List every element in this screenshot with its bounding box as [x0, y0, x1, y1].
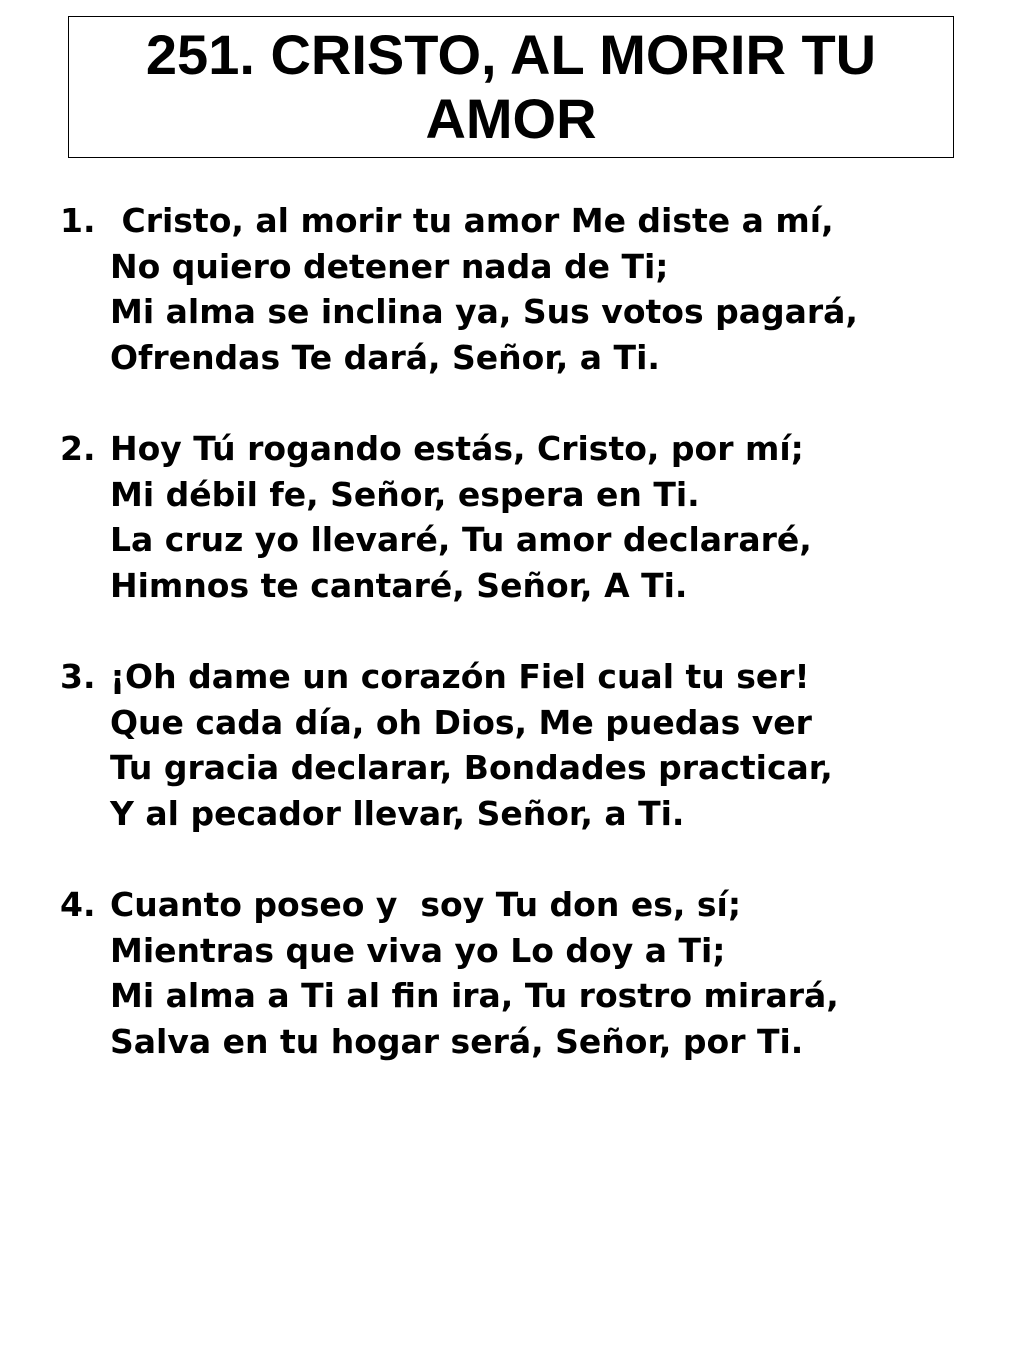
page-title: 251. CRISTO, AL MORIR TU AMOR [145, 23, 877, 150]
verse-line-text: Mi alma a Ti al fin ira, Tu rostro mirará, [110, 976, 839, 1015]
verse-line [60, 244, 980, 290]
verse-line [60, 426, 980, 472]
verse-line [60, 973, 980, 1019]
verse-line-text: Salva en tu hogar será, Señor, por Ti. [110, 1021, 804, 1061]
verse-4 [60, 882, 980, 1064]
verse-line [60, 563, 980, 609]
verse-line-text: No quiero detener nada de Ti; [110, 246, 669, 286]
verse-line [60, 289, 980, 335]
title-box [68, 16, 954, 158]
verse-number-spacer [60, 335, 110, 381]
verse-line-text: Ofrendas Te dará, Señor, a Ti. [110, 337, 660, 377]
verse-number: 3. [60, 657, 96, 696]
verse-number: 2. [60, 429, 96, 468]
verse-line [60, 791, 980, 837]
verse-line-text: Que cada día, oh Dios, Me puedas ver [110, 702, 812, 742]
verse-line-text: Mi alma se inclina ya, Sus votos pagará, [110, 292, 858, 331]
verse-number-spacer [60, 244, 110, 290]
verse-line [60, 654, 980, 700]
verse-line [60, 198, 980, 244]
verse-3 [60, 654, 980, 836]
verse-number-spacer [60, 517, 110, 563]
verse-line-text: Mientras que viva yo Lo doy a Ti; [110, 930, 726, 970]
verse-number-spacer [60, 973, 110, 1019]
verse-line-text: Cuanto poseo y soy Tu don es, sí; [110, 885, 742, 924]
verse-line [60, 700, 980, 746]
verse-number: 4. [60, 885, 96, 924]
verse-line-text: ¡Oh dame un corazón Fiel cual tu ser! [110, 657, 810, 696]
verse-line-text: Mi débil fe, Señor, espera en Ti. [110, 474, 700, 514]
verse-number-spacer [60, 472, 110, 518]
verse-list [60, 198, 980, 1110]
verse-line [60, 335, 980, 381]
verse-line [60, 928, 980, 974]
verse-number-spacer [60, 928, 110, 974]
verse-number-spacer [60, 289, 110, 335]
verse-1 [60, 198, 980, 380]
verse-line-text: Hoy Tú rogando estás, Cristo, por mí; [110, 429, 804, 468]
verse-line [60, 472, 980, 518]
verse-line [60, 517, 980, 563]
verse-number-spacer [60, 791, 110, 837]
verse-line-text: Y al pecador llevar, Señor, a Ti. [110, 793, 685, 833]
verse-line-text: Cristo, al morir tu amor Me diste a mí, [110, 201, 834, 240]
verse-line-text: Himnos te cantaré, Señor, A Ti. [110, 565, 688, 605]
verse-line [60, 1019, 980, 1065]
verse-line-text: La cruz yo llevaré, Tu amor declararé, [110, 520, 812, 559]
verse-number: 1. [60, 201, 96, 240]
verse-number-spacer [60, 1019, 110, 1065]
verse-2 [60, 426, 980, 608]
verse-number-spacer [60, 745, 110, 791]
verse-line [60, 882, 980, 928]
verse-line [60, 745, 980, 791]
verse-line-text: Tu gracia declarar, Bondades practicar, [110, 748, 833, 787]
verse-number-spacer [60, 563, 110, 609]
verse-number-spacer [60, 700, 110, 746]
